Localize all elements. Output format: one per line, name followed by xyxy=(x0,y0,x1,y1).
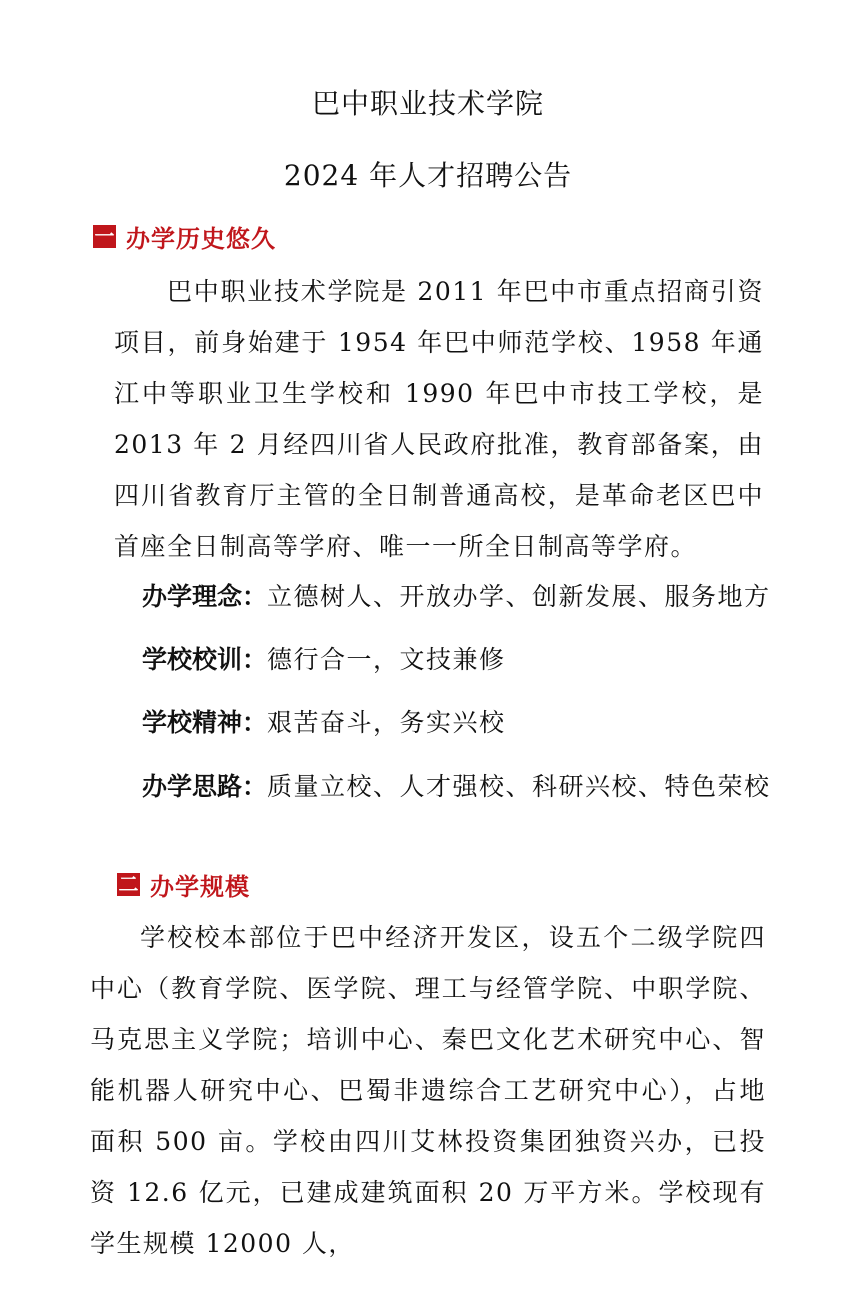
motto-value: 艰苦奋斗，务实兴校 xyxy=(267,708,506,737)
history-paragraph: 巴中职业技术学院是 2011 年巴中市重点招商引资项目，前身始建于 1954 年巴中师范学校、1958 年通江中等职业卫生学校和 1990 年巴中市技工学校，是 2013 年 2 月经四川省人民政府批准，教育部备案，由四川省教育厅主管的全日制普通高校，是革命老区巴中首座全日制高等学府、唯一一所全日制高等学府。 xyxy=(114,277,764,561)
motto-key: 学校精神： xyxy=(142,708,268,737)
motto-value: 立德树人、开放办学、创新发展、服务地方 xyxy=(267,582,771,611)
section-number-badge: 一 xyxy=(94,223,115,248)
scale-paragraph: 学校校本部位于巴中经济开发区，设五个二级学院四中心（教育学院、医学院、理工与经管学院、中职学院、马克思主义学院；培训中心、秦巴文化艺术研究中心、智能机器人研究中心、巴蜀非遗综合工艺研究中心），占地面积 500 亩。学校由四川艾林投资集团独资兴办，已投资 12.6 亿元，已建成建筑面积 20 万平方米。学校现有学生规模 12000 人， xyxy=(90,923,766,1258)
motto-line-spirit xyxy=(142,703,506,739)
motto-value: 质量立校、人才强校、科研兴校、特色荣校 xyxy=(267,772,771,801)
motto-key: 办学思路： xyxy=(142,772,268,801)
motto-value: 德行合一，文技兼修 xyxy=(267,645,506,674)
section-heading-history xyxy=(93,220,276,252)
section-heading-label: 办学规模 xyxy=(150,872,250,901)
motto-key: 学校校训： xyxy=(142,645,268,674)
motto-key: 办学理念： xyxy=(142,582,268,611)
section-number-badge: 二 xyxy=(118,871,139,896)
document-title: 巴中职业技术学院 xyxy=(311,87,544,120)
motto-line-school-motto xyxy=(142,640,506,676)
motto-line-approach xyxy=(142,767,771,803)
section-heading-scale xyxy=(117,868,250,900)
section-heading-label: 办学历史悠久 xyxy=(126,224,276,253)
motto-line-philosophy xyxy=(142,577,771,613)
document-subtitle: 2024 年人才招聘公告 xyxy=(283,159,573,192)
